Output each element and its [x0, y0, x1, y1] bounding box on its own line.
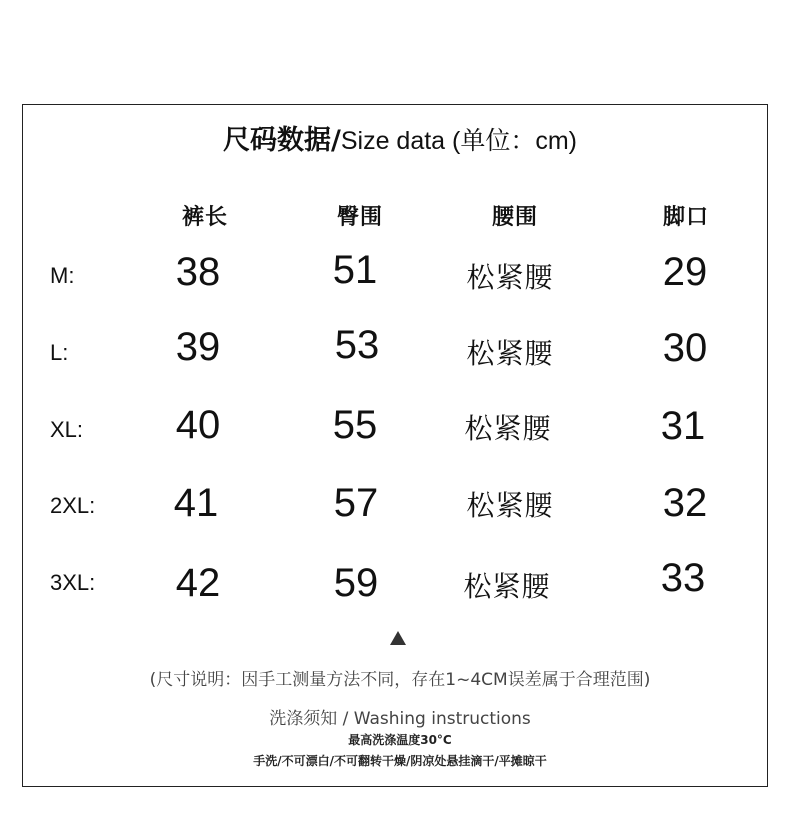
page-title [0, 118, 800, 157]
size-label: M: [50, 263, 75, 288]
hip-value: 55 [332, 403, 378, 447]
hem-value: 30 [662, 326, 708, 370]
waist-value: 松紧腰 [463, 570, 551, 603]
triangle-up-icon [390, 631, 406, 645]
measurement-note: (尺寸说明：因手工测量方法不同，存在1~4CM误差属于合理范围) [149, 670, 651, 690]
waist-value: 松紧腰 [464, 412, 552, 445]
hip-value: 59 [333, 561, 379, 605]
hem-value: 32 [662, 481, 708, 525]
title-chinese: 尺码数据/ [222, 125, 341, 156]
hip-value: 53 [334, 323, 380, 367]
waist-value: 松紧腰 [466, 337, 554, 370]
hip-value: 51 [332, 248, 378, 292]
header-waist: 腰围 [491, 205, 539, 230]
hem-value: 29 [662, 250, 708, 294]
hem-value: 31 [660, 404, 706, 448]
washing-care: 手洗/不可漂白/不可翻转干燥/阴凉处悬挂滴干/平摊晾干 [253, 754, 547, 768]
washing-temperature: 最高洗涤温度30°C [348, 733, 452, 747]
header-hem: 脚口 [662, 205, 710, 230]
size-label: L: [50, 340, 69, 365]
length-value: 39 [175, 325, 221, 369]
waist-value: 松紧腰 [466, 261, 554, 294]
header-length: 裤长 [181, 205, 229, 230]
length-value: 38 [175, 250, 221, 294]
title-english: Size data (单位：cm) [340, 127, 578, 155]
header-hip: 臀围 [336, 205, 384, 230]
length-value: 40 [175, 403, 221, 447]
hip-value: 57 [333, 481, 379, 525]
hem-value: 33 [660, 556, 706, 600]
size-label: XL: [50, 417, 84, 442]
waist-value: 松紧腰 [466, 489, 554, 522]
length-value: 42 [175, 561, 221, 605]
washing-title: 洗涤须知 / Washing instructions [269, 709, 531, 729]
size-label: 3XL: [50, 570, 96, 595]
size-label: 2XL: [50, 493, 96, 518]
length-value: 41 [173, 481, 219, 525]
